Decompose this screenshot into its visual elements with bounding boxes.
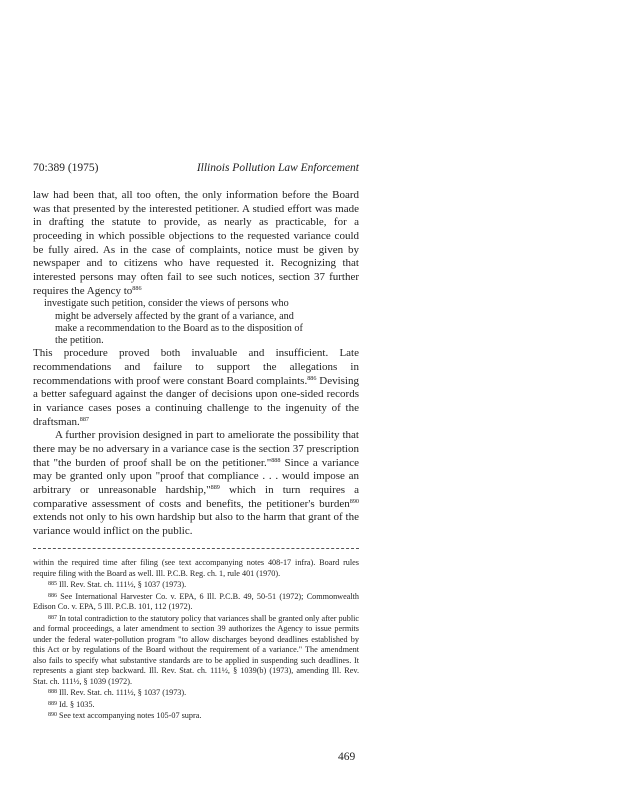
note-reference: 886 xyxy=(307,374,317,382)
paragraph-1 xyxy=(33,189,359,298)
paragraph-2-text-b: Devising a better safeguard against the danger of decisions upon one-sided records in variance cases poses a continuing challenge to the ingenuity of the draftsman. xyxy=(33,374,359,428)
footnote: $^{886}$ See International Harvester Co. v. EPA, 6 Ill. P.C.B. 49, 50-51 (1972); Commonwealth Edison Co. v. EPA, 5 Ill. P.C.B. 101, 112 (1972). xyxy=(33,591,360,611)
running-head-title: Illinois Pollution Law Enforcement xyxy=(196,162,359,174)
note-reference: 889 xyxy=(210,484,220,491)
running-head-citation: 70:389 (1975) xyxy=(33,162,99,174)
running-head xyxy=(33,160,359,176)
paragraph-3-text-d: extends not only to his own hardship but also to the harm that grant of the variance would inflict on the public. xyxy=(33,511,359,537)
footnotes xyxy=(33,558,359,722)
paragraph-3-text-c: which in turn requires a comparative assessment of costs and benefits, the petitioner's burden xyxy=(33,484,360,510)
paragraph-1-text: law had been that, all too often, the only information before the Board was that presented by the interested petitioner. A studied effort was made in drafting the statute to provide, as nearly as practicable, for a proceeding in which possible objections to the requested variance could be fully aired. As in the case of complaints, notice must be given by newspaper and to citizens who have requested it. Recognizing that interested persons may often fail to see such notices, section 37 further requires the Agency to xyxy=(33,189,359,297)
paragraph-3-text-b: Since a variance may be granted only upon "proof that compliance . . . would impose an arbitrary or unreasonable hardship," xyxy=(33,456,359,496)
quote-line: investigate such petition, consider the views of persons who xyxy=(44,298,289,310)
note-reference: 886 xyxy=(132,284,142,292)
footnote: $^{885}$ Ill. Rev. Stat. ch. 111½, § 1037 (1973). xyxy=(48,580,187,589)
article-body xyxy=(33,189,359,539)
note-reference: 890 xyxy=(349,497,359,505)
footnote: $^{888}$ Ill. Rev. Stat. ch. 111½, § 1037 (1973). xyxy=(48,688,187,697)
footnote: $^{890}$ See text accompanying notes 105-07 supra. xyxy=(48,711,202,720)
quote-line: the petition. xyxy=(55,335,104,347)
footnote: $^{887}$ In total contradiction to the statutory policy that variances shall be granted only after public and formal proceedings, a later amendment to section 39 authorizes the Agency to issue permits under the federal water-pollution program "to allow discharges beyond deadlines established by this Act or by regulations of the Board without the requirement of a variance." The amendment also fails to specify what substantive standards are to be applied in suspending such deadlines. It represents a giant step backward. Ill. Rev. Stat. ch. 111½, § 1039(b) (1973), amending Ill. Rev. Stat. ch. 111½, § 1039 (1972). xyxy=(33,613,359,686)
paragraph-3 xyxy=(33,429,359,538)
footnote-divider xyxy=(33,548,359,549)
paragraph-2-text-a: This procedure proved both invaluable and insufficient. Late recommendations and failure to support the allegations in recommendations with proof were constant Board complaints. xyxy=(33,347,359,387)
paragraph-2 xyxy=(33,347,359,429)
quote-line: make a recommendation to the Board as to the disposition of xyxy=(55,322,303,334)
page-number: 469 xyxy=(338,751,356,763)
paragraph-3-text-a: A further provision designed in part to ameliorate the possibility that there may be no adversary in a variance case is the section 37 prescription that "the burden of proof shall be on the petitioner." xyxy=(33,429,359,469)
note-reference: 888 xyxy=(271,456,281,464)
footnote: $^{889}$ Id. § 1035. xyxy=(48,699,95,709)
note-reference: 887 xyxy=(79,415,90,423)
block-quote xyxy=(44,298,359,347)
footnote-continuation: within the required time after filing (see text accompanying notes 408-17 infra). Board rules require filing with the Board as well. Ill. P.C.B. Reg. ch. 1, rule 401 (1970). xyxy=(33,558,359,578)
quote-line: might be adversely affected by the grant of a variance, and xyxy=(55,310,294,322)
